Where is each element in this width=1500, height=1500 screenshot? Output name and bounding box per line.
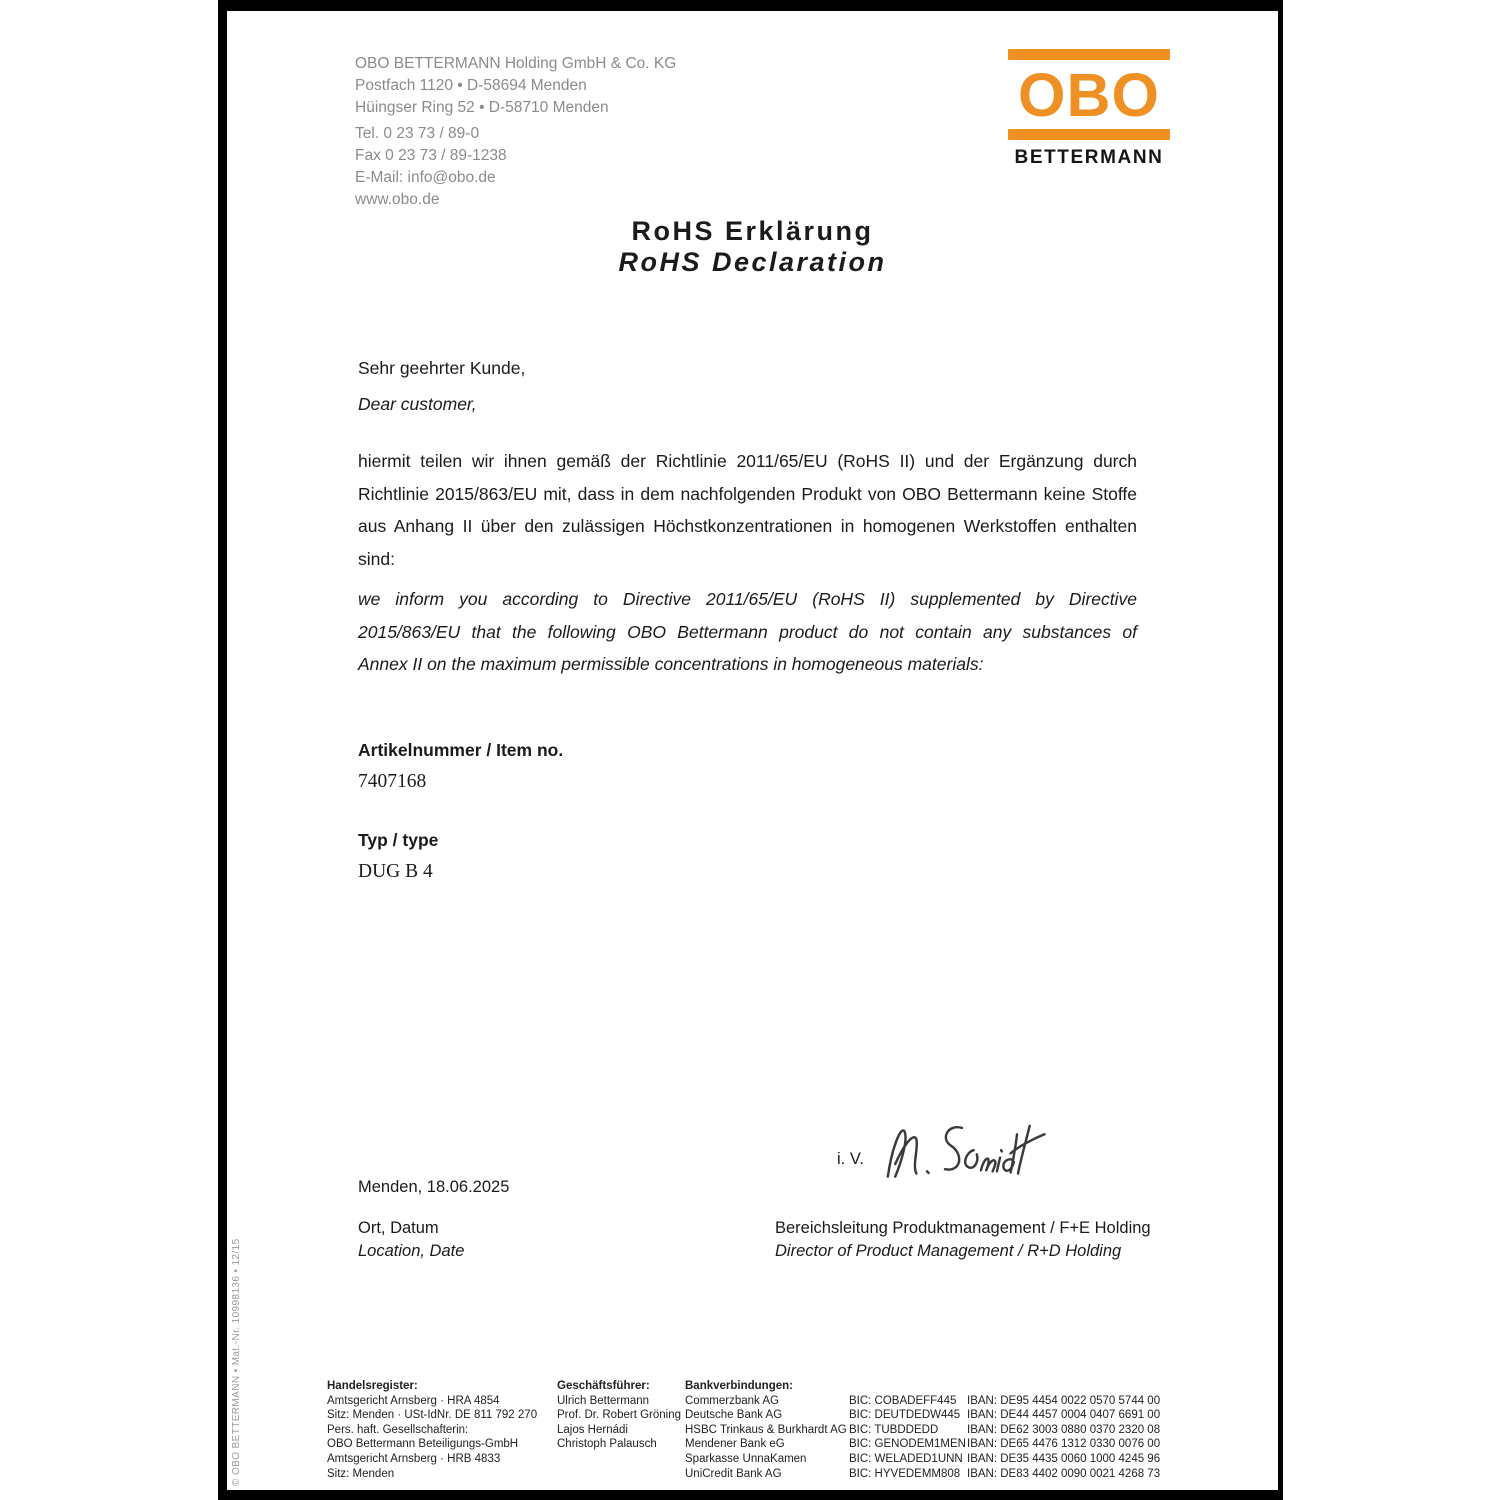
bank-iban: IBAN: DE35 4435 0060 1000 4245 96	[967, 1452, 1161, 1465]
footer-management-column	[557, 1379, 681, 1452]
sender-address-line: Hüingser Ring 52 • D-58710 Menden	[355, 99, 609, 116]
bank-iban: IBAN: DE83 4402 0090 0021 4268 73	[967, 1467, 1161, 1480]
footer-banks-column	[685, 1379, 1160, 1481]
bank-iban: IBAN: DE62 3003 0880 0370 2320 08	[967, 1423, 1161, 1436]
footer-line: Sitz: Menden	[327, 1467, 395, 1480]
logo-subtext: BETTERMANN	[1014, 147, 1164, 168]
paragraph-line: Richtlinie 2015/863/EU mit, dass in dem nachfolgenden Produkt von OBO Bettermann keine Stoffe	[358, 483, 1137, 504]
bank-bic: BIC: WELADED1UNN	[849, 1452, 963, 1465]
signer-role-block	[775, 1217, 1151, 1262]
signature-iv-label: i. V.	[837, 1150, 864, 1168]
document-title	[227, 216, 1278, 278]
paragraph-line: 2015/863/EU that the following OBO Bettermann product do not contain any substances of	[358, 621, 1137, 642]
title-german: RoHS Erklärung	[631, 216, 874, 246]
paragraph-line: we inform you according to Directive 2011/65/EU (RoHS II) supplemented by Directive	[358, 589, 1137, 609]
body-paragraph-english	[358, 583, 1137, 681]
bank-bic: BIC: COBADEFF445	[849, 1394, 957, 1407]
footer-line: Christoph Palausch	[557, 1438, 657, 1451]
salutation-german: Sehr geehrter Kunde,	[358, 358, 526, 378]
bank-iban: IBAN: DE95 4454 0022 0570 5744 00	[967, 1394, 1161, 1407]
location-label-german: Ort, Datum	[358, 1219, 439, 1237]
sender-company: OBO BETTERMANN Holding GmbH & Co. KG	[355, 55, 677, 72]
title-english: RoHS Declaration	[618, 247, 887, 277]
signer-role-german: Bereichsleitung Produktmanagement / F+E Holding	[775, 1219, 1151, 1237]
sender-tel: Tel. 0 23 73 / 89-0	[355, 125, 480, 142]
footer-bank-table	[685, 1394, 1160, 1482]
footer-line: Prof. Dr. Robert Gröning	[557, 1409, 681, 1422]
body-paragraph-german	[358, 445, 1137, 575]
footer-line: Amtsgericht Arnsberg · HRB 4833	[327, 1452, 501, 1465]
logo-bottom-bar-icon	[1008, 129, 1170, 140]
paragraph-line: hiermit teilen wir ihnen gemäß der Richtlinie 2011/65/EU (RoHS II) und der Ergänzung durch	[358, 451, 1137, 471]
handwritten-signature	[873, 1111, 1053, 1206]
signer-role-english: Director of Product Management / R+D Holding	[775, 1241, 1122, 1260]
bank-bic: BIC: GENODEM1MEN	[849, 1438, 966, 1451]
bank-iban: IBAN: DE65 4476 1312 0330 0076 00	[967, 1438, 1161, 1451]
footer-line: Amtsgericht Arnsberg · HRA 4854	[327, 1394, 500, 1407]
sender-fax: Fax 0 23 73 / 89-1238	[355, 147, 507, 164]
sender-address-block	[355, 53, 676, 119]
bank-bic: BIC: HYVEDEMM808	[849, 1467, 961, 1480]
footer-line: Ulrich Bettermann	[557, 1394, 650, 1407]
footer-management-title: Geschäftsführer:	[557, 1380, 650, 1392]
signature-icon	[873, 1111, 1053, 1201]
footer-line: Sitz: Menden · USt-IdNr. DE 811 792 270	[327, 1409, 538, 1422]
obo-logo	[1006, 49, 1172, 169]
paragraph-line: aus Anhang II über den zulässigen Höchstkonzentrationen in homogenen Werkstoffen enthalten	[358, 516, 1137, 536]
sender-contact-block	[355, 123, 507, 211]
item-number-value: 7407168	[358, 771, 427, 792]
sender-web: www.obo.de	[355, 191, 440, 208]
footer-line: Lajos Hernádi	[557, 1423, 628, 1436]
paragraph-line: sind:	[358, 548, 395, 569]
bank-name: Sparkasse UnnaKamen	[685, 1452, 807, 1465]
bank-name: UniCredit Bank AG	[685, 1467, 782, 1480]
logo-top-bar-icon	[1008, 49, 1170, 60]
footer-register-title: Handelsregister:	[327, 1380, 418, 1392]
side-note-vertical: © OBO BETTERMANN • Mat.-Nr. 10998136 • 12/15	[231, 1238, 242, 1486]
location-date-labels	[358, 1217, 464, 1262]
location-label-english: Location, Date	[358, 1241, 465, 1260]
bank-iban: IBAN: DE44 4457 0004 0407 6691 00	[967, 1409, 1161, 1422]
salutation-english: Dear customer,	[358, 394, 477, 414]
bank-name: Commerzbank AG	[685, 1394, 779, 1407]
type-value: DUG B 4	[358, 861, 433, 882]
bank-name: HSBC Trinkaus & Burkhardt AG	[685, 1423, 847, 1436]
sender-email: E-Mail: info@obo.de	[355, 169, 496, 186]
bank-bic: BIC: DEUTDEDW445	[849, 1409, 961, 1422]
paragraph-line: Annex II on the maximum permissible concentrations in homogeneous materials:	[358, 654, 984, 674]
bank-bic: BIC: TUBDDEDD	[849, 1423, 939, 1436]
footer-line: OBO Bettermann Beteiligungs-GmbH	[327, 1438, 519, 1451]
bank-name: Mendener Bank eG	[685, 1438, 785, 1451]
footer-register-column	[327, 1379, 537, 1481]
footer-banks-title: Bankverbindungen:	[685, 1380, 793, 1392]
item-number-label: Artikelnummer / Item no.	[358, 740, 564, 760]
type-label: Typ / type	[358, 830, 439, 850]
logo-wordmark: OBO	[1018, 61, 1160, 129]
bank-name: Deutsche Bank AG	[685, 1409, 783, 1422]
document-page	[218, 0, 1283, 1500]
sender-address-line: Postfach 1120 • D-58694 Menden	[355, 77, 587, 94]
place-and-date: Menden, 18.06.2025	[358, 1178, 510, 1196]
footer-line: Pers. haft. Gesellschafterin:	[327, 1423, 469, 1436]
